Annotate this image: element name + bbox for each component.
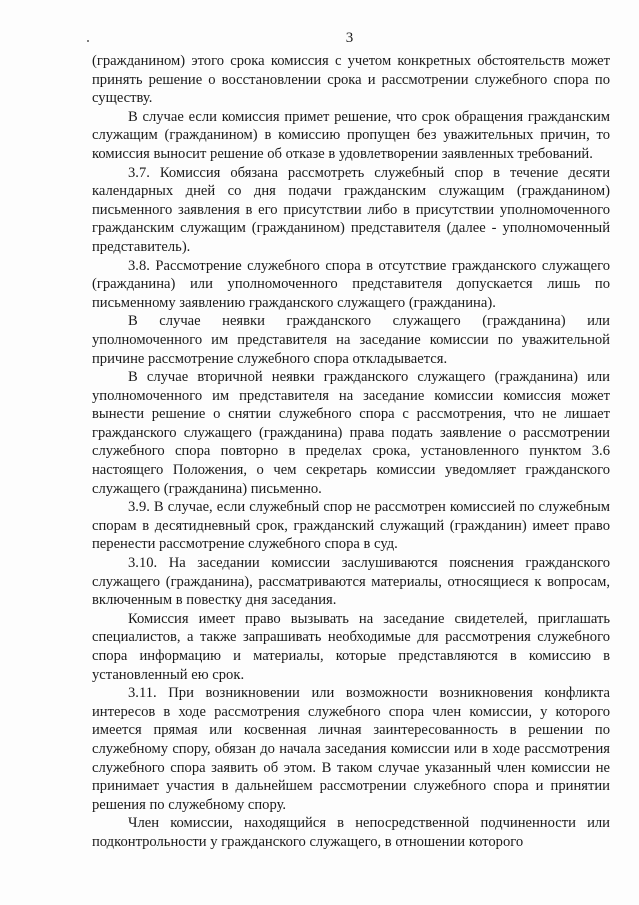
- paragraph-3-11: 3.11. При возникновении или возможности возникновения конфликта интересов в ходе рассмотрения служебного спора член комиссии, у которого имеется прямая или косвенная личная заинтересованность в решении по служебному спору, обязан до начала заседания комиссии или в ходе рассмотрения служебного спора заявить об этом. В таком случае указанный член комиссии не принимает участия в дальнейшем рассмотрении служебного спора и принятии решения по служебному спору.: [92, 685, 610, 813]
- paragraph-deadline-missed: В случае если комиссия примет решение, что срок обращения гражданским служащим (гражданином) в комиссию пропущен без уважительных причин, то комиссия выносит решение об отказе в удовлетворении заявленных требований.: [92, 108, 610, 162]
- page-number: 3: [345, 30, 354, 46]
- document-body: [92, 52, 610, 852]
- paragraph-continuation: (гражданином) этого срока комиссия с учетом конкретных обстоятельств может принять решение о восстановлении срока и рассмотрении служебного спора по существу.: [92, 53, 610, 107]
- paragraph-3-9: 3.9. В случае, если служебный спор не рассмотрен комиссией по служебным спорам в десятидневный срок, гражданский служащий (гражданин) имеет право перенести рассмотрение служебного спора в суд.: [92, 499, 610, 553]
- paragraph-3-7: 3.7. Комиссия обязана рассмотреть служебный спор в течение десяти календарных дней со дня подачи гражданским служащим (гражданином) письменного заявления в его присутствии либо в присутствии уполномоченного гражданским служащим (гражданином) представителя (далее - уполномоченный представитель).: [92, 164, 610, 255]
- paragraph-3-8: 3.8. Рассмотрение служебного спора в отсутствие гражданского служащего (гражданина) или уполномоченного представителя допускается лишь по письменному заявлению гражданского служащего (гражданина).: [92, 257, 610, 311]
- paragraph-second-non-appearance: В случае вторичной неявки гражданского служащего (гражданина) или уполномоченного им представителя на заседание комиссии комиссия может вынести решение о снятии служебного спора с рассмотрения, что не лишает гражданского служащего (гражданина) права подать заявление о рассмотрении служебного спора повторно в пределах срока, установленного пунктом 3.6 настоящего Положения, о чем секретарь комиссии уведомляет гражданского служащего (гражданина) письменно.: [92, 369, 610, 497]
- paragraph-witnesses: Комиссия имеет право вызывать на заседание свидетелей, приглашать специалистов, а также запрашивать необходимые для рассмотрения служебного спора информацию и материалы, которые представляются в комиссию в установленный ею срок.: [92, 610, 610, 683]
- paragraph-non-appearance: В случае неявки гражданского служащего (гражданина) или уполномоченного им представителя на заседание комиссии по уважительной причине рассмотрение служебного спора откладывается.: [92, 313, 610, 367]
- paragraph-3-10: 3.10. На заседании комиссии заслушиваются пояснения гражданского служащего (гражданина), рассматриваются материалы, относящиеся к вопросам, включенным в повестку дня заседания.: [92, 555, 610, 609]
- paragraph-subordinate-member: Член комиссии, находящийся в непосредственной подчиненности или подконтрольности у гражданского служащего, в отношении которого: [92, 815, 610, 850]
